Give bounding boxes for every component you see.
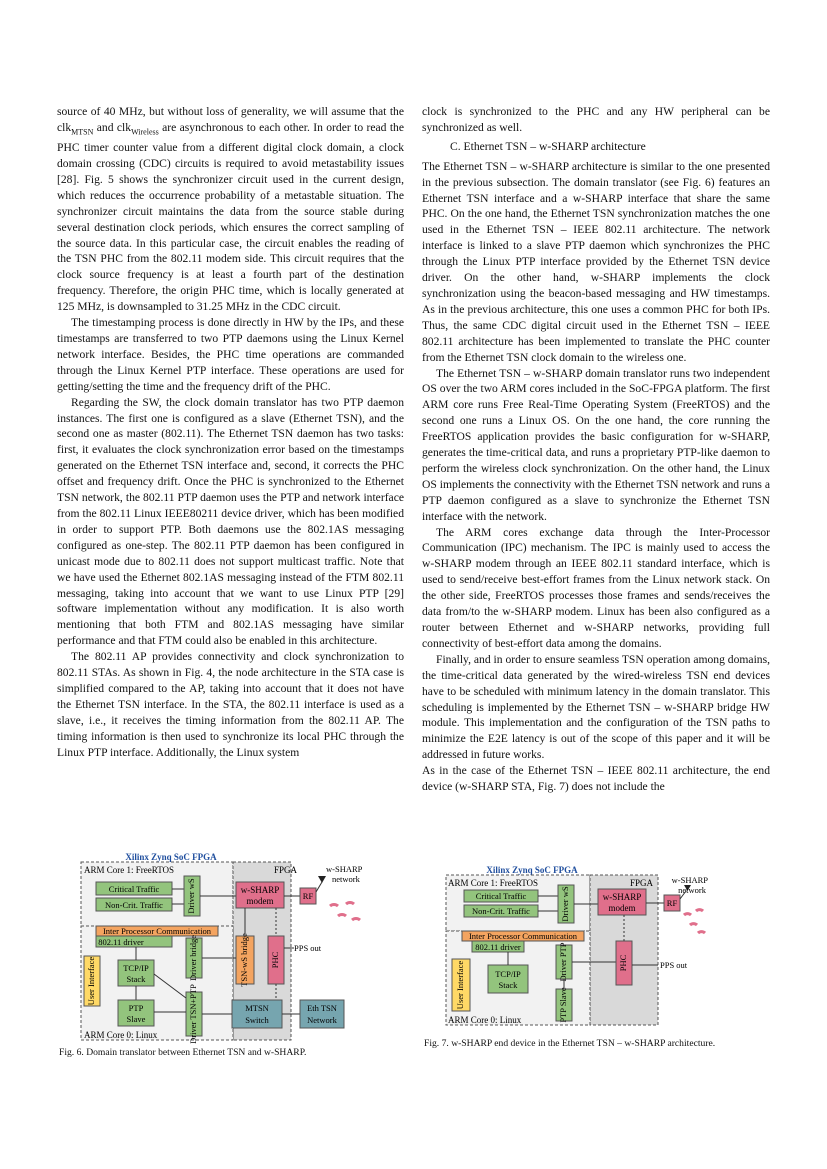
section-heading: C. Ethernet TSN – w-SHARP architecture — [450, 139, 646, 153]
svg-text:PHC: PHC — [269, 951, 280, 969]
figure-7-diagram — [444, 865, 708, 1028]
svg-text:Non-Crit. Traffic: Non-Crit. Traffic — [472, 906, 530, 916]
svg-text:Driver wS: Driver wS — [185, 878, 196, 914]
fig7-network-label: w-SHARP — [671, 875, 708, 885]
right-paragraph-2: The Ethernet TSN – w-SHARP domain translator runs two independent OS over the two ARM cores included in the SoC-FPGA platform. The first ARM core runs Free Real-Time Operating System (FreeRTOS) and the second one runs a Linux OS. On the one hand, the core running the FreeRTOS application provides the basic configuration for w-SHARP, generates the time-critical data, and runs a proprietary PTP-like daemon to perform the wireless clock synchronization. On the other hand, the Linux OS implements the connectivity with the Ethernet TSN network and runs a PTP daemon configured as a slave to synchronize the Ethernet TSN interface with the network. — [422, 366, 770, 523]
svg-text:w-SHARP: w-SHARP — [602, 892, 642, 902]
svg-text:Eth TSN: Eth TSN — [307, 1003, 337, 1013]
svg-text:PTP: PTP — [128, 1003, 144, 1013]
svg-text:network: network — [678, 885, 706, 895]
fig6-title: Xilinx Zynq SoC FPGA — [125, 852, 217, 862]
right-paragraph-1: The Ethernet TSN – w-SHARP architecture is similar to the one presented in the previous subsection. The domain translator (see Fig. 6) features an Ethernet TSN interface and a w-SHARP interface that share the same PHC. On the one hand, the Ethernet TSN synchronization matches the one used in the Ethernet TSN – IEEE 802.11 architecture. The network interface is linked to a slave PTP daemon which synchronizes the PHC through the Linux PTP interface provided by the Ethernet TSN device driver. On the other hand, w-SHARP implements the clock synchronization using the beacon-based messaging and HW timestamps. As in the previous architecture, this one uses a common PHC for both IPs. Thus, the same CDC digital circuit used in the Ethernet TSN – IEEE 802.11 architecture has been implemented to translate the PHC counter from the Ethernet TSN clock domain to the wireless one. — [422, 159, 770, 364]
svg-text:Driver bridge: Driver bridge — [187, 934, 198, 982]
svg-text:Driver wS: Driver wS — [559, 886, 570, 922]
figure-6-caption: Fig. 6. Domain translator between Ethernet TSN and w-SHARP. — [59, 1047, 307, 1058]
svg-text:802.11 driver: 802.11 driver — [98, 937, 144, 947]
svg-text:Slave: Slave — [126, 1014, 146, 1024]
figure-7-caption: Fig. 7. w-SHARP end device in the Ethernet TSN – w-SHARP architecture. — [424, 1038, 716, 1049]
svg-text:network: network — [332, 874, 360, 884]
svg-text:Critical Traffic: Critical Traffic — [475, 891, 527, 901]
svg-text:modem: modem — [608, 903, 636, 913]
svg-text:MTSN: MTSN — [245, 1003, 269, 1013]
left-paragraph-3: Regarding the SW, the clock domain translator has two PTP daemon instances. The first one is configured as a slave (Ethernet TSN), and the second one as master (802.11). The Ethernet TSN daemon has two tasks: first, it evaluates the clock synchronization error based on the timestamps generated on the Ethernet TSN interface and, second, it corrects the PHC offset and frequency drift. Once the PHC is synchronized to the Ethernet TSN network, the 802.11 PTP daemon uses the PTP and network interface from the 802.11 Linux IEEE80211 device driver, which has been modified in order to support PTP. Both daemons use the 802.1AS messaging configured as one-step. The 802.11 PTP daemon has been configured in unicast mode due to 802.11 does not support multicast traffic. Note that we have used the Ethernet 802.1AS messaging instead of the FTM 802.11 messaging, taking into account that we want to use Linux PTP [29] software implementation without any modification. It is also worth mentioning that both FTM and 802.1AS messaging have similar performance and that FTM could also be enabled in this architecture. — [57, 395, 404, 648]
fig6-network-label: w-SHARP — [326, 864, 363, 874]
fig7-fpga-label: FPGA — [630, 878, 654, 888]
right-column — [422, 104, 770, 795]
left-paragraph-2: The timestamping process is done directly in HW by the IPs, and these timestamps are transferred to two PTP daemons using the Linux Kernel network interface. Besides, the PHC time operations are commanded through the Linux Kernel PTP interface. These operations are used for getting/setting the time and the frequency drift of the PHC. — [57, 316, 404, 393]
svg-text:Switch: Switch — [245, 1015, 269, 1025]
right-paragraph-3: The ARM cores exchange data through the Inter-Processor Communication (IPC) mechanism. The IPC is mainly used to access the w-SHARP modem through an IEEE 802.11 standard interface, which is used to send/receive best-effort frames from the Linux network stack. On the other side, FreeRTOS processes those frames and sends/receives the data from/to the w-SHARP modem. Linux has been also configured as a router between Ethernet and w-SHARP networks, providing full connectivity of best-effort data among the domains. — [422, 525, 770, 650]
svg-text:modem: modem — [246, 896, 274, 906]
fig6-fpga-label: FPGA — [274, 865, 298, 875]
svg-text:RF: RF — [302, 891, 314, 901]
svg-text:TCP/IP: TCP/IP — [123, 963, 149, 973]
svg-text:Non-Crit. Traffic: Non-Crit. Traffic — [105, 900, 163, 910]
svg-text:w-SHARP: w-SHARP — [240, 885, 280, 895]
fig7-title: Xilinx Zynq SoC FPGA — [486, 865, 578, 875]
fig6-wireless-icon — [330, 902, 360, 920]
svg-text:802.11 driver: 802.11 driver — [475, 942, 521, 952]
svg-text:Stack: Stack — [126, 974, 146, 984]
svg-text:TSN-wS bridge: TSN-wS bridge — [238, 933, 249, 987]
svg-text:TCP/IP: TCP/IP — [495, 969, 521, 979]
right-paragraph-4: Finally, and in order to ensure seamless TSN operation among domains, the time-critical data generated by the wired-wireless TSN end devices have to be scheduled with minimum latency in the domain translator. This scheduling is implemented by the Ethernet TSN – w-SHARP bridge HW module. This implementation and the configuration of the TSN paths to minimize the E2E latency is out of the scope of this paper and it will be addressed in future works. — [422, 652, 770, 762]
svg-text:Driver TSN+PTP: Driver TSN+PTP — [187, 984, 198, 1044]
fig6-arm-core1-label: ARM Core 1: FreeRTOS — [84, 865, 175, 875]
svg-text:Stack: Stack — [498, 980, 518, 990]
fig7-wireless-icon — [684, 910, 705, 933]
svg-text:Inter Processor Communication: Inter Processor Communication — [468, 931, 578, 941]
fig6-pps-out: PPS out — [294, 943, 322, 953]
fig6-antenna-icon — [318, 876, 326, 883]
fig7-pps-out: PPS out — [660, 960, 688, 970]
svg-text:User Interface: User Interface — [85, 956, 96, 1006]
left-column — [57, 104, 404, 760]
figure-6-diagram — [76, 852, 363, 1044]
right-paragraph-5: As in the case of the Ethernet TSN – IEEE 802.11 architecture, the end device (w-SHARP STA, Fig. 7) does not include the — [422, 764, 770, 794]
svg-text:Driver PTP: Driver PTP — [557, 942, 568, 982]
left-paragraph-1: source of 40 MHz, but without loss of generality, we will assume that the clk$_{MTSN}$ and clk$_{Wireless}$ are asynchronous to each other. In order to read the PHC timer counter value from a different digital clock domain, a clock domain crossing (CDC) circuits is required to avoid metastability issues [28]. Fig. 5 shows the synchronizer circuit used in the current design, which reduces the occurrence probability of a metastable situation. The synchronizer circuit maintains the data from the source stable during several destination clock periods, which ensures the correct sampling of the source data. In this particular case, the circuit enables the reading of the TSN PHC from the 802.11 modem side. This circuit requires that the clock source frequency is at least a fourth part of the destination frequency. Therefore, the origin PHC time, which is locally generated at 125 MHz, is downsampled to 31.25 MHz in the CDC circuit. — [57, 105, 404, 314]
svg-text:PHC: PHC — [617, 954, 628, 972]
fig6-arm-core0-label: ARM Core 0: Linux — [84, 1030, 158, 1040]
svg-text:PTP Slave: PTP Slave — [557, 987, 568, 1023]
svg-text:RF: RF — [666, 898, 678, 908]
svg-text:Inter Processor Communication: Inter Processor Communication — [102, 926, 212, 936]
fig7-arm-core1-label: ARM Core 1: FreeRTOS — [448, 878, 539, 888]
svg-text:Critical Traffic: Critical Traffic — [108, 884, 160, 894]
svg-text:Network: Network — [307, 1015, 337, 1025]
left-paragraph-4: The 802.11 AP provides connectivity and clock synchronization to 802.11 STAs. As shown in Fig. 4, the node architecture in the STA case is simplified compared to the AP, taking into account that it does not have the Ethernet TSN interface. In the STA, the 802.11 interface is used as a slave, i.e., it receives the timing information from the 802.11 AP. The timing information is then used to synchronize its local PHC through the Linux PTP interface. Additionally, the Linux system — [57, 650, 404, 759]
svg-text:User Interface: User Interface — [454, 960, 465, 1010]
fig7-arm-core0-label: ARM Core 0: Linux — [448, 1015, 522, 1025]
right-paragraph-0: clock is synchronized to the PHC and any HW peripheral can be synchronized as well. — [422, 105, 770, 134]
